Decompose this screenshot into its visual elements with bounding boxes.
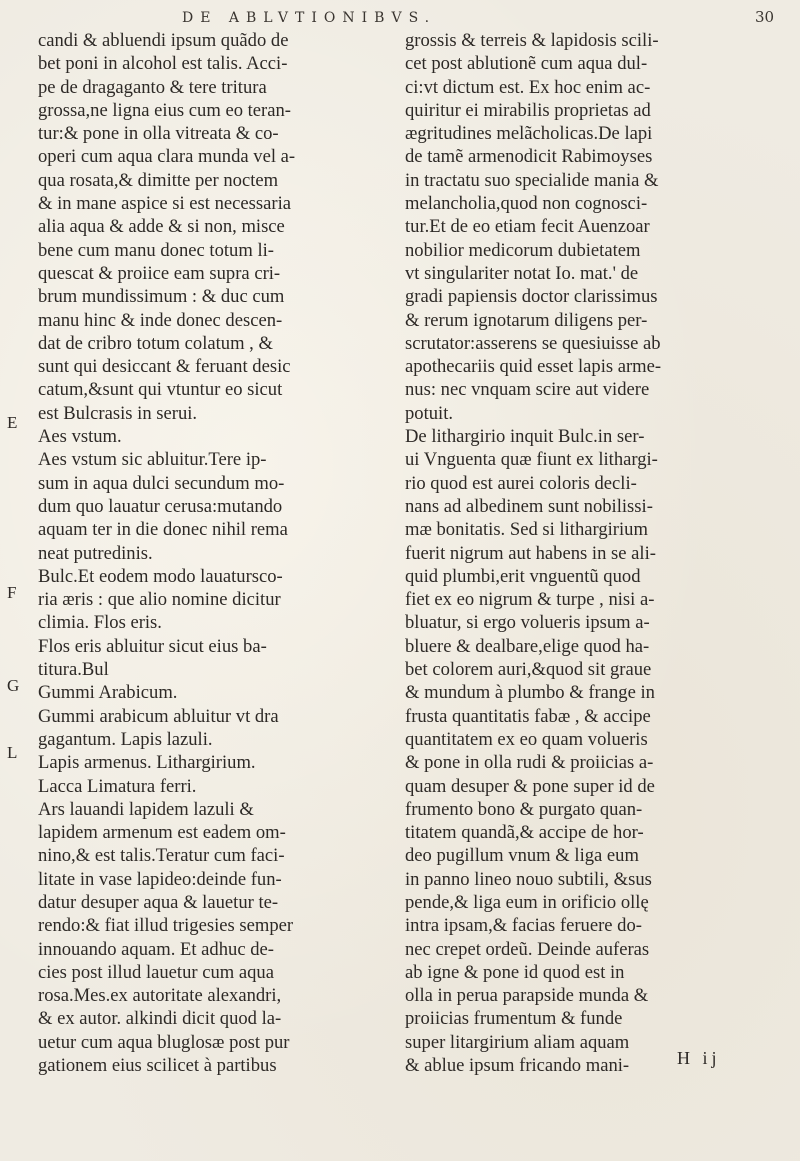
margin-letter-f: F bbox=[7, 583, 17, 602]
left-column-line: datur desuper aqua & lauetur te- bbox=[38, 891, 279, 913]
left-column-line: Lapis armenus. Lithargirium. bbox=[38, 752, 256, 774]
right-column-line: bluere & dealbare,elige quod ha- bbox=[405, 635, 650, 657]
right-column-line: & ablue ipsum fricando mani- bbox=[405, 1055, 630, 1077]
right-column-line: quid plumbi,erit vnguentũ quod bbox=[405, 565, 641, 587]
left-column-line: titura.Bul bbox=[38, 659, 109, 681]
right-column-line: scrutator:asserens se quesiuisse ab bbox=[405, 332, 661, 354]
right-column-line: ui Vnguenta quæ fiunt ex lithargi- bbox=[405, 449, 658, 471]
right-column-line: in tractatu suo specialide mania & bbox=[405, 169, 659, 191]
right-column-line: apothecariis quid esset lapis arme- bbox=[405, 356, 662, 378]
left-column-line: neat putredinis. bbox=[38, 542, 153, 564]
left-column-line: sunt qui desiccant & feruant desic bbox=[38, 356, 291, 378]
right-column-line: gradi papiensis doctor clarissimus bbox=[405, 286, 658, 308]
right-column-line: olla in perua parapside munda & bbox=[405, 985, 649, 1007]
left-column-line: Aes vstum sic abluitur.Tere ip- bbox=[38, 449, 267, 471]
right-column-line: pende,& liga eum in orificio ollę bbox=[405, 891, 649, 913]
left-column-line: Ars lauandi lapidem lazuli & bbox=[38, 798, 254, 820]
right-column-line: deo pugillum vnum & liga eum bbox=[405, 845, 639, 867]
right-column-line: quiritur ei mirabilis proprietas ad bbox=[405, 99, 651, 121]
left-column-line: bet poni in alcohol est talis. Acci- bbox=[38, 53, 288, 75]
left-column-line: rosa.Mes.ex autoritate alexandri, bbox=[38, 985, 282, 1007]
left-column-line: Gummi arabicum abluitur vt dra bbox=[38, 705, 279, 727]
right-column-line: in panno lineo nouo subtili, &sus bbox=[405, 868, 652, 890]
right-column-line: frusta quantitatis fabæ , & accipe bbox=[405, 705, 651, 727]
right-column-line: grossis & terreis & lapidosis scili- bbox=[405, 30, 659, 51]
left-column-line: operi cum aqua clara munda vel a- bbox=[38, 146, 296, 168]
left-text-column bbox=[38, 29, 388, 1077]
left-column-line: catum,&sunt qui vtuntur eo sicut bbox=[38, 379, 283, 401]
left-column-line: gationem eius scilicet à partibus bbox=[38, 1055, 277, 1077]
left-column-line: qua rosata,& dimitte per noctem bbox=[38, 169, 279, 191]
right-column-line: vt singulariter notat Io. mat.' de bbox=[405, 262, 639, 284]
right-column-line: bet colorem auri,&quod sit graue bbox=[405, 659, 652, 681]
left-column-line: rendo:& fiat illud trigesies semper bbox=[38, 915, 294, 937]
right-column-line: frumento bono & purgato quan- bbox=[405, 798, 643, 820]
margin-letter-g: G bbox=[7, 676, 20, 695]
left-column-line: grossa,ne ligna eius cum eo teran- bbox=[38, 99, 291, 121]
right-column-line: nobilior medicorum dubietatem bbox=[405, 239, 641, 261]
right-column-line: nec crepet ordeũ. Deinde auferas bbox=[405, 938, 650, 960]
right-column-line: De lithargirio inquit Bulc.in ser- bbox=[405, 426, 645, 448]
right-column-line: proiicias frumentum & funde bbox=[405, 1008, 623, 1030]
left-column-line: dum quo lauatur cerusa:mutando bbox=[38, 495, 283, 517]
left-column-line: & in mane aspice si est necessaria bbox=[38, 193, 291, 215]
margin-letter-l: L bbox=[7, 743, 18, 762]
left-column-line: manu hinc & inde donec descen- bbox=[38, 309, 283, 331]
left-column-line: innouando aquam. Et adhuc de- bbox=[38, 938, 274, 960]
left-column-line: aquam ter in die donec nihil rema bbox=[38, 519, 288, 541]
right-column-line: mæ bonitatis. Sed si lithargirium bbox=[405, 519, 648, 541]
left-column-line: pe de dragaganto & tere tritura bbox=[38, 76, 267, 98]
left-column-line: litate in vase lapideo:deinde fun- bbox=[38, 868, 282, 890]
right-column-line: potuit. bbox=[405, 402, 454, 424]
left-column-line: Lacca Limatura ferri. bbox=[38, 775, 197, 797]
right-column-line: & pone in olla rudi & proiicias a- bbox=[405, 752, 654, 774]
left-column-line: brum mundissimum : & duc cum bbox=[38, 286, 285, 308]
left-column-line: cies post illud lauetur cum aqua bbox=[38, 961, 274, 983]
left-column-line: Aes vstum. bbox=[38, 426, 122, 448]
left-column-line: ria æris : que alio nomine dicitur bbox=[38, 589, 281, 611]
right-column-line: nus: nec vnquam scire aut videre bbox=[405, 379, 650, 401]
left-column-line: climia. Flos eris. bbox=[38, 612, 162, 634]
left-column-line: tur:& pone in olla vitreata & co- bbox=[38, 123, 279, 145]
right-text-column bbox=[405, 29, 775, 1077]
left-column-line: est Bulcrasis in serui. bbox=[38, 402, 198, 424]
right-column-line: melancholia,quod non cognosci- bbox=[405, 193, 648, 215]
left-column-line: Flos eris abluitur sicut eius ba- bbox=[38, 635, 267, 657]
left-column-line: bene cum manu donec totum li- bbox=[38, 239, 274, 261]
left-column-line: alia aqua & adde & si non, misce bbox=[38, 216, 285, 238]
right-column-line: rio quod est aurei coloris decli- bbox=[405, 472, 637, 494]
left-column-line: Gummi Arabicum. bbox=[38, 682, 178, 704]
right-column-line: & rerum ignotarum diligens per- bbox=[405, 309, 648, 331]
left-column-line: quescat & proiice eam supra cri- bbox=[38, 262, 281, 284]
right-column-line: fiet ex eo nigrum & turpe , nisi a- bbox=[405, 589, 655, 611]
right-column-line: bluatur, si ergo volueris ipsum a- bbox=[405, 612, 650, 634]
right-column-line: quantitatem ex eo quam volueris bbox=[405, 728, 648, 750]
right-column-line: ab igne & pone id quod est in bbox=[405, 961, 625, 983]
left-column-line: gagantum. Lapis lazuli. bbox=[38, 728, 213, 750]
right-column-line: super litargirium aliam aquam bbox=[405, 1031, 630, 1053]
margin-letter-e: E bbox=[7, 413, 18, 432]
right-column-line: intra ipsam,& facias feruere do- bbox=[405, 915, 642, 937]
right-column-line: ci:vt dictum est. Ex hoc enim ac- bbox=[405, 76, 651, 98]
left-column-line: dat de cribro totum colatum , & bbox=[38, 332, 273, 354]
right-column-line: titatem quandã,& accipe de hor- bbox=[405, 822, 644, 844]
left-column-line: candi & abluendi ipsum quãdo de bbox=[38, 30, 289, 51]
right-column-line: fuerit nigrum aut habens in se ali- bbox=[405, 542, 656, 564]
left-column-line: Bulc.Et eodem modo lauatursco- bbox=[38, 565, 283, 587]
right-column-line: & mundum à plumbo & frange in bbox=[405, 682, 655, 704]
right-column-line: cet post ablutionẽ cum aqua dul- bbox=[405, 53, 648, 75]
right-column-line: quam desuper & pone super id de bbox=[405, 775, 655, 797]
left-column-line: uetur cum aqua bluglosæ post pur bbox=[38, 1031, 290, 1053]
running-title: DE ABLVTIONIBVS. bbox=[182, 10, 437, 26]
left-column-line: nino,& est talis.Teratur cum faci- bbox=[38, 845, 285, 867]
right-column-line: tur.Et de eo etiam fecit Auenzoar bbox=[405, 216, 650, 238]
left-column-line: lapidem armenum est eadem om- bbox=[38, 822, 286, 844]
right-column-line: ægritudines melãcholicas.De lapi bbox=[405, 123, 653, 145]
folio-number: 30 bbox=[755, 8, 775, 26]
left-column-line: & ex autor. alkindi dicit quod la- bbox=[38, 1008, 282, 1030]
left-column-line: sum in aqua dulci secundum mo- bbox=[38, 472, 285, 494]
signature-mark: H ij bbox=[677, 1048, 721, 1068]
right-column-line: de tamẽ armenodicit Rabimoyses bbox=[405, 146, 653, 168]
right-column-line: nans ad albedinem sunt nobilissi- bbox=[405, 495, 653, 517]
